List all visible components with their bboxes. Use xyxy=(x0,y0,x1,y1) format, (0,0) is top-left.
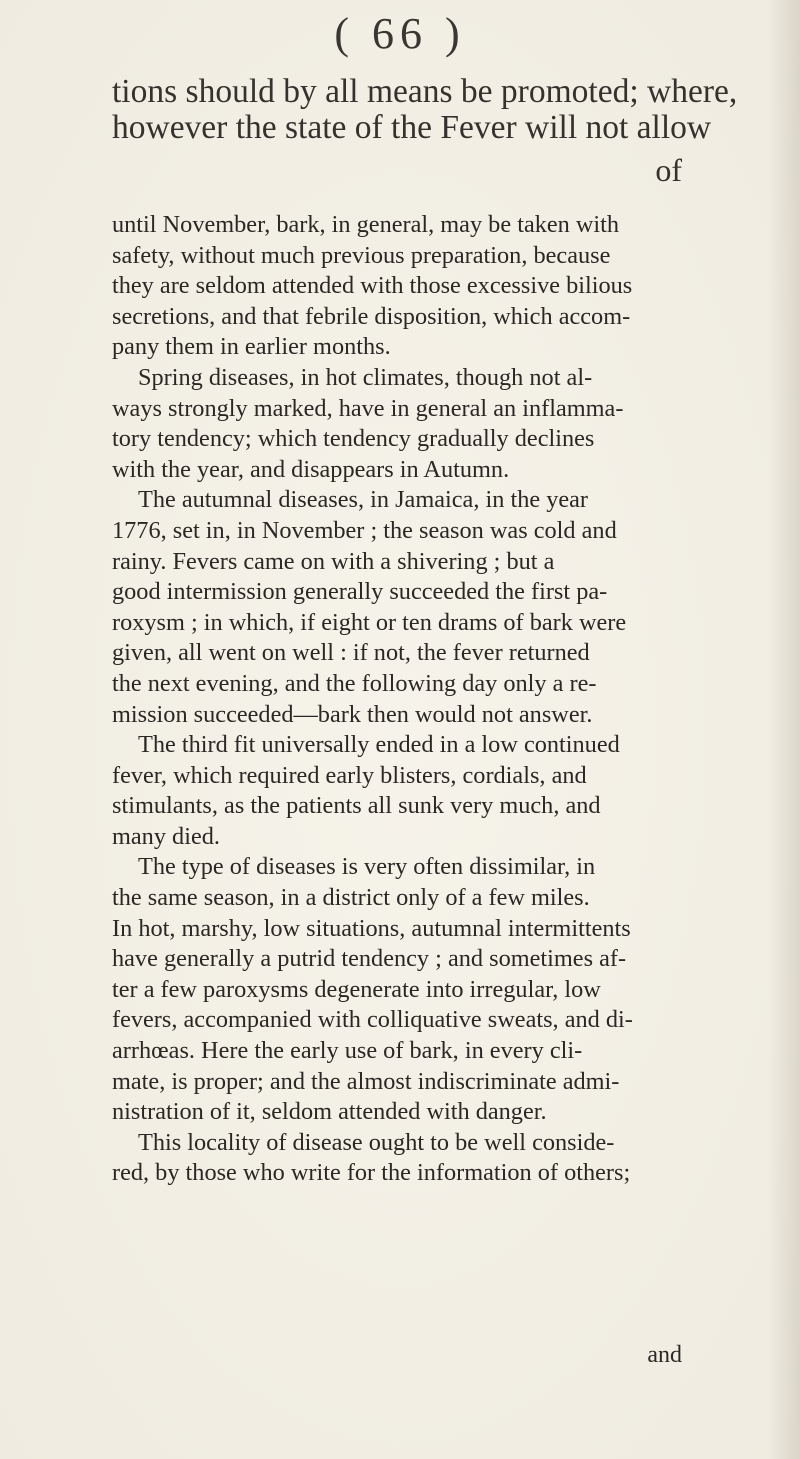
intro-line: however the state of the Fever will not allow xyxy=(112,109,712,146)
text-line: ways strongly marked, have in general an inflamma- xyxy=(112,394,624,422)
text-line: fevers, accompanied with colliquative sweats, and di- xyxy=(112,1006,633,1034)
text-line: The type of diseases is very often dissimilar, in xyxy=(138,853,596,881)
text-line: nistration of it, seldom attended with danger. xyxy=(112,1098,547,1126)
text-line: with the year, and disappears in Autumn. xyxy=(112,455,510,483)
text-line: given, all went on well : if not, the fever returned xyxy=(112,639,590,667)
text-line: many died. xyxy=(112,822,220,850)
text-line: have generally a putrid tendency ; and sometimes af- xyxy=(112,945,627,973)
text-line: 1776, set in, in November ; the season was cold and xyxy=(112,516,617,544)
text-line: red, by those who write for the information of others; xyxy=(112,1159,631,1187)
text-line: pany them in earlier months. xyxy=(112,333,391,361)
text-line: until November, bark, in general, may be taken with xyxy=(112,211,620,238)
text-line: stimulants, as the patients all sunk very much, and xyxy=(112,792,601,820)
text-line: Spring diseases, in hot climates, though not al- xyxy=(138,363,593,391)
text-line: secretions, and that febrile disposition, which accom- xyxy=(112,302,631,330)
text-line: mission succeeded—bark then would not answer. xyxy=(112,700,593,728)
catchword-bottom: and xyxy=(647,1342,682,1368)
text-line: tory tendency; which tendency gradually declines xyxy=(112,425,595,453)
intro-line: tions should by all means be promoted; where, xyxy=(112,73,738,110)
text-line: rainy. Fevers came on with a shivering ; but a xyxy=(112,547,555,575)
text-line: ter a few paroxysms degenerate into irregular, low xyxy=(112,975,601,1003)
text-line: arrhœas. Here the early use of bark, in every cli- xyxy=(112,1037,583,1065)
text-line: safety, without much previous preparation, because xyxy=(112,241,611,269)
text-line: The autumnal diseases, in Jamaica, in the year xyxy=(138,486,589,514)
intro-paragraph xyxy=(112,74,752,146)
text-line: fever, which required early blisters, cordials, and xyxy=(112,761,587,789)
text-line: the next evening, and the following day only a re- xyxy=(112,669,597,697)
text-line: In hot, marshy, low situations, autumnal intermittents xyxy=(112,914,631,942)
text-line: good intermission generally succeeded the first pa- xyxy=(112,578,608,606)
text-line: roxysm ; in which, if eight or ten drams of bark were xyxy=(112,608,627,636)
body-text xyxy=(112,210,772,1189)
catchword-top: of xyxy=(655,152,682,188)
text-line: This locality of disease ought to be well conside- xyxy=(138,1128,615,1156)
text-line: mate, is proper; and the almost indiscriminate admi- xyxy=(112,1067,620,1095)
text-line: the same season, in a district only of a few miles. xyxy=(112,884,590,912)
text-line: The third fit universally ended in a low continued xyxy=(138,731,620,759)
text-line: they are seldom attended with those excessive bilious xyxy=(112,272,633,300)
page-number: ( 66 ) xyxy=(334,9,466,58)
